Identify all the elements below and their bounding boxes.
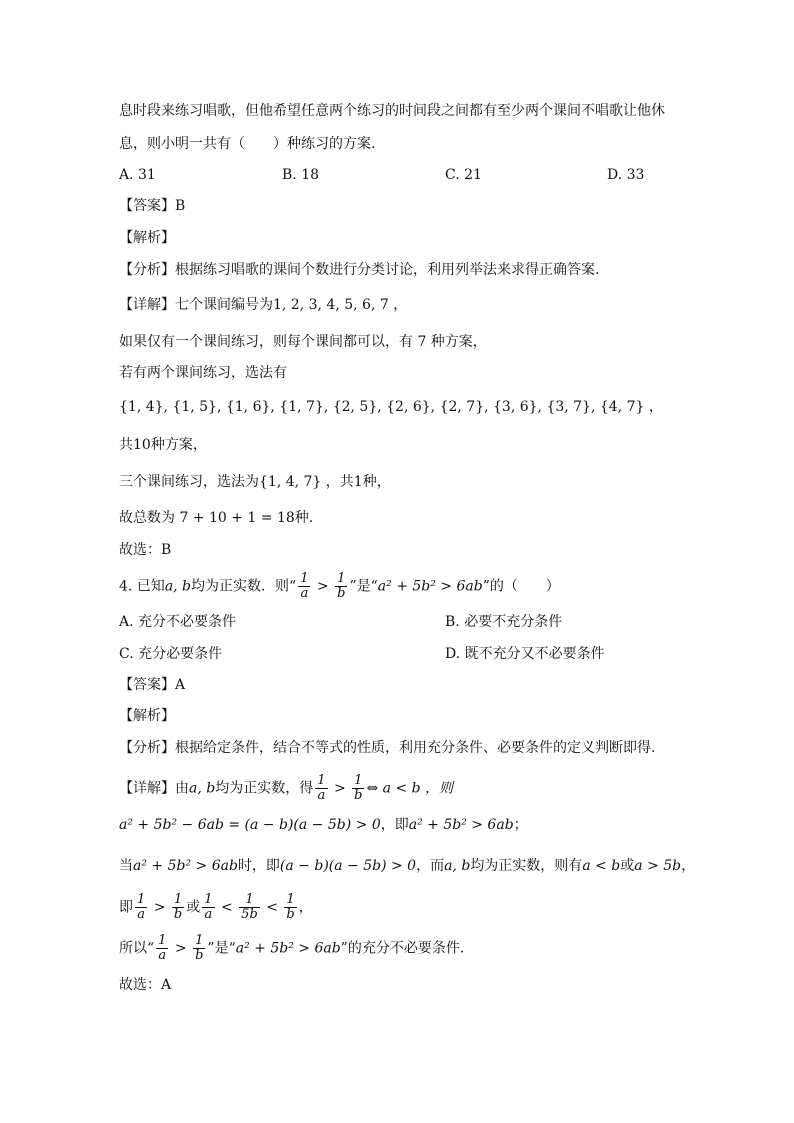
q3-option-d: D. 33: [607, 167, 645, 183]
q4-d4-or: 或: [186, 899, 201, 916]
q4-d3-mid: 时，即: [237, 858, 280, 874]
q4-d5-pre: 所以“: [119, 940, 155, 957]
q4-d3-end: ，: [681, 858, 696, 874]
q3-answer: 【答案】B: [119, 198, 186, 214]
q4-d5-mid: ”是“: [207, 940, 236, 957]
q4-d2-expr2: a² + 5b² > 6ab: [408, 817, 514, 833]
q3-detail-4: {1, 4}, {1, 5}, {1, 6}, {1, 7}, {2, 5}, {2, 6}, {2, 7}, {3, 6}, {3, 7}, {4, 7} ，: [119, 399, 663, 415]
q4-detail-4: 即 $\frac{1}{a}$ > $\frac{1}{b}$ 或 $\frac{1}{a}$ < $\frac{1}{5b}$ < $\frac{1}{b}$ ，: [119, 892, 313, 922]
q4-stem-mid: 均为正实数．则“: [191, 578, 297, 595]
q4-d4-end: ，: [298, 899, 313, 916]
q4-d1-post: ⇔ a < b ，则: [366, 780, 454, 797]
q4-d3-or: 或: [620, 858, 635, 874]
q4-d3-expr: a² + 5b² > 6ab: [133, 858, 238, 874]
q3-option-c: C. 21: [445, 167, 482, 183]
q4-stem-ab: a, b: [164, 578, 192, 595]
q4-d5-end: ”的充分不必要条件.: [340, 940, 465, 957]
q4-option-d: D. 既不充分又不必要条件: [445, 646, 605, 662]
q4-choose: 故选：A: [119, 977, 172, 993]
q3-stem-line1: 息时段来练习唱歌，但他希望任意两个练习的时间段之间都有至少两个课间不唱歌让他休: [119, 103, 665, 119]
q4-d3-expr3: a < b: [582, 858, 621, 874]
q3-detail-6: 三个课间练习，选法为{1, 4, 7} ，共1种，: [119, 474, 391, 490]
q4-answer: 【答案】A: [119, 677, 186, 693]
q3-detail-7: 故总数为 7 + 10 + 1 = 18种.: [119, 510, 314, 526]
fraction-1-over-a: $\frac{1}{a}$: [137, 892, 146, 922]
fraction-1-over-a: $\frac{1}{a}$: [300, 571, 309, 601]
q4-d3-ab: a, b: [444, 858, 471, 874]
q4-detail-3: [119, 856, 695, 876]
q3-detail-5: 共10种方案，: [119, 437, 207, 453]
q4-d3-mid3: 均为正实数，则有: [470, 858, 583, 874]
q4-stem-pre: 4. 已知: [119, 578, 165, 595]
fraction-1-over-b: $\frac{1}{b}$: [173, 892, 183, 922]
q4-option-b: B. 必要不充分条件: [445, 614, 563, 630]
q4-stem-ineq: a² + 5b² > 6ab: [377, 578, 483, 595]
q3-detail-3: 若有两个课间练习，选法有: [119, 365, 287, 381]
q3-choose: 故选：B: [119, 542, 172, 558]
q3-option-a: A. 31: [119, 167, 156, 183]
q4-d2-expr: a² + 5b² − 6ab = (a − b)(a − 5b) > 0: [119, 817, 381, 833]
q4-analysis: 【分析】根据给定条件，结合不等式的性质，利用充分条件、必要条件的定义判断即得.: [119, 740, 656, 756]
q4-stem-after-frac: ”是“: [349, 578, 378, 595]
q4-d3-expr2: (a − b)(a − 5b) > 0: [279, 858, 417, 874]
q4-detail-5: 所以“ $\frac{1}{a}$ > $\frac{1}{b}$ ”是“a² + 5b² > 6ab”的充分不必要条件.: [119, 933, 465, 963]
q4-d3-pre: 当: [119, 858, 133, 874]
q4-stem-end: ”的（ ）: [482, 578, 560, 595]
q4-option-a: A. 充分不必要条件: [119, 614, 237, 630]
fraction-1-over-a: $\frac{1}{a}$: [158, 933, 167, 963]
q3-option-b: B. 18: [282, 167, 320, 183]
fraction-1-over-5b: $\frac{1}{5b}$: [241, 892, 258, 922]
q4-stem: 4. 已知a, b均为正实数．则“ $\frac{1}{a}$ > $\frac{1}{b}$ ”是“a² + 5b² > 6ab”的（ ）: [119, 571, 560, 601]
q3-analysis: 【分析】根据练习唱歌的课间个数进行分类讨论，利用列举法来求得正确答案.: [119, 262, 600, 278]
q4-d2-end: ；: [513, 817, 528, 833]
q3-detail-1: 【详解】七个课间编号为1, 2, 3, 4, 5, 6, 7 ，: [119, 297, 408, 313]
q3-stem-line2: 息，则小明一共有（ ）种练习的方案.: [119, 136, 376, 152]
fraction-1-over-b: $\frac{1}{b}$: [337, 571, 346, 601]
q4-d1-ab: a, b: [189, 780, 216, 797]
q3-detail-2: 如果仅有一个课间练习，则每个课间都可以，有 7 种方案，: [119, 334, 487, 350]
q4-d3-expr4: a > 5b: [634, 858, 682, 874]
q4-d2-mid: ，即: [380, 817, 409, 833]
q4-d1-pre: 【详解】由: [119, 780, 189, 797]
q4-detail-1: 【详解】由a, b均为正实数，得 $\frac{1}{a}$ > $\frac{1}{b}$ ⇔ a < b ，则: [119, 773, 454, 803]
q4-d4-pre: 即: [119, 899, 133, 916]
fraction-1-over-a: $\frac{1}{a}$: [204, 892, 213, 922]
q4-d1-mid: 均为正实数，得: [215, 780, 314, 797]
fraction-1-over-b: $\frac{1}{b}$: [286, 892, 295, 922]
q3-jiexi-heading: 【解析】: [119, 230, 175, 246]
q4-option-c: C. 充分必要条件: [119, 646, 223, 662]
q4-detail-2: [119, 815, 528, 835]
fraction-1-over-b: $\frac{1}{b}$: [354, 773, 363, 803]
q4-jiexi-heading: 【解析】: [119, 708, 175, 724]
fraction-1-over-b: $\frac{1}{b}$: [195, 933, 204, 963]
q4-d3-mid2: ，而: [416, 858, 445, 874]
q4-d5-expr: a² + 5b² > 6ab: [235, 940, 341, 957]
fraction-1-over-a: $\frac{1}{a}$: [317, 773, 326, 803]
